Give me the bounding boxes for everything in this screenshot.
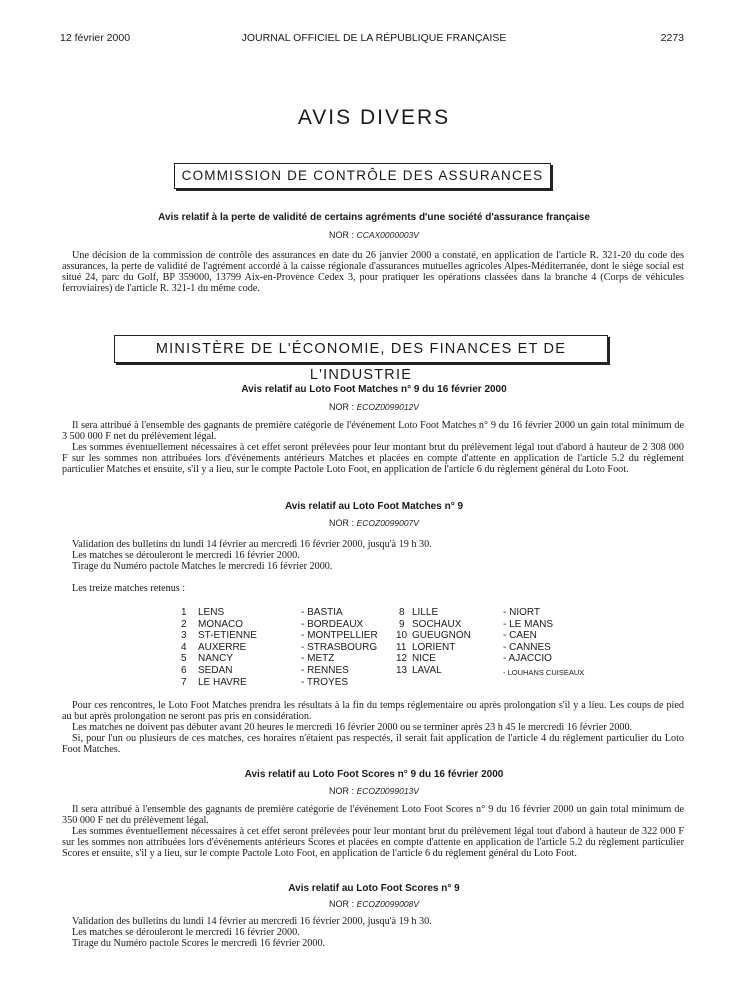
nor-label: NOR : <box>329 402 355 412</box>
nor-label: NOR : <box>329 786 355 796</box>
match-away-team: - STRASBOURG <box>301 641 378 653</box>
nor-reference <box>0 518 748 528</box>
match-away-team: - CANNES <box>503 641 551 653</box>
match-number: 12 <box>396 653 408 665</box>
nor-label: NOR : <box>329 230 355 240</box>
match-number: 8 <box>399 607 405 618</box>
match-away-team: - RENNES <box>301 665 349 676</box>
nor-label: NOR : <box>329 899 355 909</box>
paragraph-text: Les sommes éventuellement nécessaires à cet effet seront prélevées pour leur montant brut du prélèvement légal tout d'abord à hauteur de 2 308 000 F sur les sommes non attribuées lors d'événements antérieurs Matches et placées en compte d'attente en application de l'article 5.2 du règlement particulier Matches et ensuite, s'il y a lieu, sur le compte Pactole Loto Foot, en application de l'article 6 du règlement général du Loto Foot. <box>62 442 684 475</box>
match-number: 1 <box>181 607 187 618</box>
nor-code: ECOZ0099007V <box>356 518 419 528</box>
avis-info-lines <box>72 539 684 572</box>
validation-line: Validation des bulletins du lundi 14 février au mercredi 16 février 2000, jusqu'à 19 h 30. <box>72 539 432 550</box>
nor-code: ECOZ0099013V <box>356 786 419 796</box>
matches-date-line: Les matches se dérouleront le mercredi 16 février 2000. <box>72 927 300 938</box>
match-number: 7 <box>181 676 187 688</box>
avis-info-lines <box>72 916 684 949</box>
avis-paragraphs <box>62 420 684 475</box>
match-number: 2 <box>181 618 187 630</box>
header-date: 12 février 2000 <box>60 32 131 44</box>
match-home-team: GUEUGNON <box>412 630 471 642</box>
match-home-team: NICE <box>412 653 436 665</box>
avis-heading: Avis relatif à la perte de validité de certains agréments d'une société d'assurance française <box>158 212 590 223</box>
nor-reference <box>0 230 748 240</box>
match-number: 11 <box>396 641 407 653</box>
tirage-line: Tirage du Numéro pactole Scores le mercredi 16 février 2000. <box>72 938 326 949</box>
match-home-team: SEDAN <box>198 665 233 676</box>
match-away-team: - TROYES <box>301 676 349 688</box>
nor-code: ECOZ0099012V <box>356 402 419 412</box>
avis-paragraphs <box>62 700 684 755</box>
match-home-team: LENS <box>198 607 225 618</box>
matches-intro: Les treize matches retenus : <box>72 583 186 594</box>
match-home-team: LORIENT <box>412 641 456 653</box>
match-number: 6 <box>181 665 187 676</box>
match-away-team: - MONTPELLIER <box>301 630 378 642</box>
nor-label: NOR : <box>329 518 355 528</box>
nor-reference <box>0 402 748 412</box>
header-page-number: 2273 <box>660 32 684 44</box>
header-journal-title: JOURNAL OFFICIEL DE LA RÉPUBLIQUE FRANÇAISE <box>241 32 507 44</box>
paragraph-text: Il sera attribué à l'ensemble des gagnants de première catégorie de l'événement Loto Foot Scores n° 9 du 16 février 2000 un gain total minimum de 350 000 F net du prélèvement légal. <box>62 804 684 826</box>
match-away-team: - AJACCIO <box>503 653 552 665</box>
match-away-team: - CAEN <box>503 630 537 642</box>
match-home-team: SOCHAUX <box>412 618 462 630</box>
nor-reference <box>0 899 748 909</box>
section-box-ministere: MINISTÈRE DE L'ÉCONOMIE, DES FINANCES ET DE L'INDUSTRIE <box>114 335 608 363</box>
paragraph-text: Si, pour l'un ou plusieurs de ces matches, ces horaires n'étaient pas respectés, il serait fait application de l'article 4 du règlement particulier du Loto Foot Matches. <box>62 733 684 755</box>
match-number: 9 <box>399 618 405 630</box>
match-away-team: - BASTIA <box>301 607 343 618</box>
avis-paragraph <box>62 250 684 294</box>
paragraph-text: Les matches ne doivent pas débuter avant 20 heures le mercredi 16 février 2000 ou se terminer après 23 h 45 le mercredi 16 février 2000. <box>72 722 633 733</box>
match-away-team: - BORDEAUX <box>301 618 364 630</box>
avis-heading-loto-matches-16: Avis relatif au Loto Foot Matches n° 9 du 16 février 2000 <box>241 384 507 395</box>
nor-code: CCAX0000003V <box>356 230 419 240</box>
nor-code: ECOZ0099008V <box>356 899 419 909</box>
match-away-team: - LE MANS <box>503 618 554 630</box>
avis-heading-loto-scores-16: Avis relatif au Loto Foot Scores n° 9 du 16 février 2000 <box>244 769 504 780</box>
match-away-team: - METZ <box>301 653 335 665</box>
match-number: 5 <box>181 653 187 665</box>
match-home-team: ST-ETIENNE <box>198 630 257 642</box>
paragraph-text: Pour ces rencontres, le Loto Foot Matches prendra les résultats à la fin du temps réglementaire ou après prolongation s'il y a lieu. Les coups de pied au but après prolongation ne seront pas pris en considération. <box>62 700 684 722</box>
paragraph-text: Il sera attribué à l'ensemble des gagnants de première catégorie de l'événement Loto Foot Matches n° 9 du 16 février 2000 un gain total minimum de 3 500 000 F net du prélèvement légal. <box>62 420 684 442</box>
match-number: 4 <box>181 641 187 653</box>
matches-date-line: Les matches se dérouleront le mercredi 16 février 2000. <box>72 550 300 561</box>
match-home-team: LILLE <box>412 607 439 618</box>
avis-paragraphs <box>62 804 684 859</box>
match-away-team: - NIORT <box>503 607 541 618</box>
match-home-team: MONACO <box>198 618 243 630</box>
paragraph-text: Les sommes éventuellement nécessaires à cet effet seront prélevées pour leur montant brut du prélèvement légal tout d'abord à hauteur de 322 000 F sur les sommes non attribuées lors d'événements antérieurs Scores et placées en compte d'attente en application de l'article 5.2 du règlement particulier Scores et ensuite, s'il y a lieu, sur le compte Pactole Loto Foot, en application de l'article 6 du règlement général du Loto Foot. <box>62 826 684 859</box>
match-number: 10 <box>396 630 408 642</box>
match-home-team: NANCY <box>198 653 234 665</box>
match-number: 3 <box>181 630 187 642</box>
nor-reference <box>0 786 748 796</box>
paragraph-text: Une décision de la commission de contrôle des assurances en date du 26 janvier 2000 a constaté, en application de l'article R. 321-20 du code des assurances, la perte de validité de l'agrément accordé à la caisse régionale d'assurances mutuelles agricoles Alpes-Méditerranée, dont le siège social est situé 24, parc du Golf, BP 359000, 13799 Aix-en-Provence Cedex 3, pour pratiquer les opérations classées dans la branche 4 (Corps de véhicules ferroviaires) de l'article R. 321-1 du même code. <box>62 250 684 294</box>
match-home-team: AUXERRE <box>198 641 247 653</box>
matches-table <box>0 607 748 691</box>
match-home-team: LE HAVRE <box>198 676 247 688</box>
page-title: AVIS DIVERS <box>297 106 451 129</box>
match-away-team: - LOUHANS CUISEAUX <box>503 668 585 677</box>
avis-heading-loto-scores: Avis relatif au Loto Foot Scores n° 9 <box>288 883 460 894</box>
section-box-commission: COMMISSION DE CONTRÔLE DES ASSURANCES <box>174 163 551 189</box>
validation-line: Validation des bulletins du lundi 14 février au mercredi 16 février 2000, jusqu'à 19 h 30. <box>72 916 432 927</box>
avis-heading-loto-matches: Avis relatif au Loto Foot Matches n° 9 <box>284 501 464 512</box>
match-home-team: LAVAL <box>412 665 442 676</box>
tirage-line: Tirage du Numéro pactole Matches le mercredi 16 février 2000. <box>72 561 333 572</box>
match-number: 13 <box>396 665 408 676</box>
